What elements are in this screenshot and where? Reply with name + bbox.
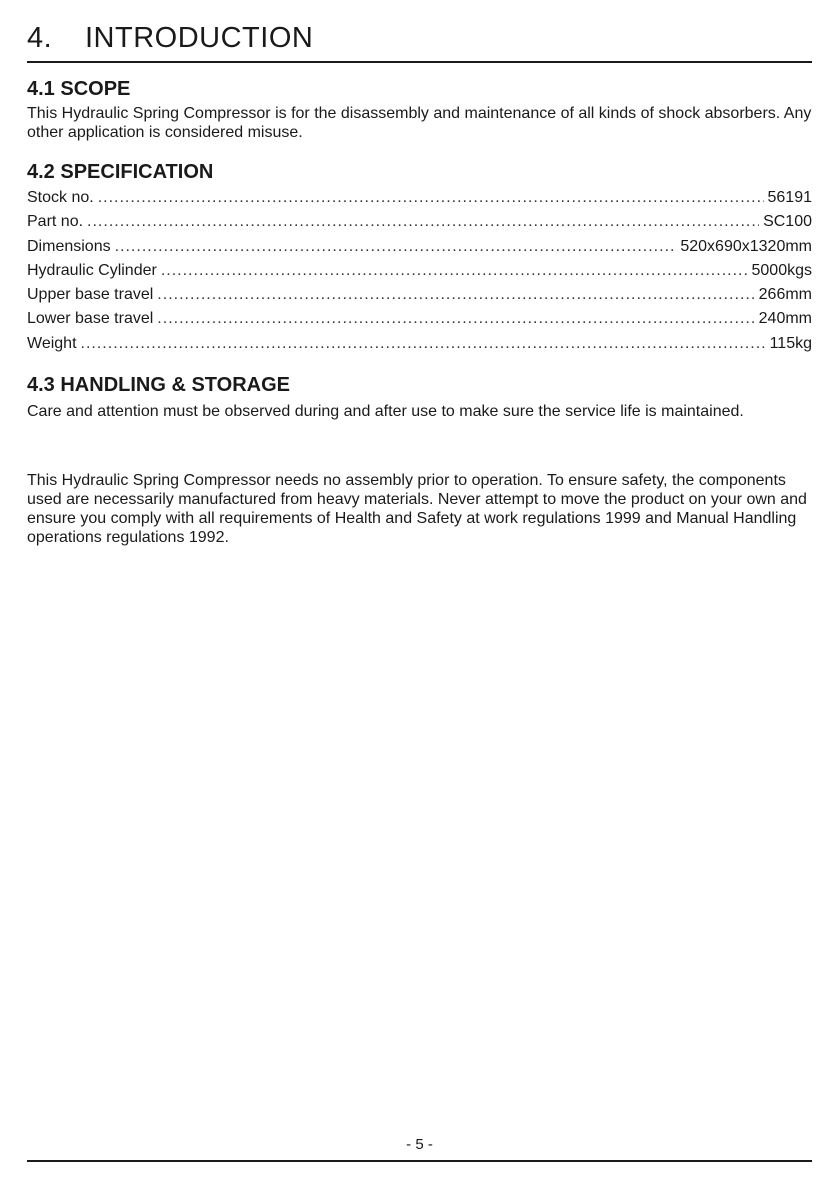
dot-leader	[157, 307, 754, 331]
spec-label: Hydraulic Cylinder	[27, 261, 157, 279]
specification-table	[27, 186, 812, 356]
spec-label: Upper base travel	[27, 286, 154, 304]
spec-row-upper-base-travel	[27, 283, 812, 307]
spec-row-part-no	[27, 210, 812, 234]
spec-value: 5000kgs	[751, 261, 812, 279]
spec-row-dimensions	[27, 235, 812, 259]
dot-leader	[161, 259, 748, 283]
manual-page	[27, 0, 812, 1191]
spec-row-lower-base-travel	[27, 307, 812, 331]
spec-value: 240mm	[758, 310, 812, 328]
top-divider	[27, 61, 812, 63]
spec-label: Part no.	[27, 213, 84, 231]
spec-value: SC100	[763, 213, 812, 231]
dot-leader	[87, 210, 759, 234]
dot-leader	[81, 332, 766, 356]
scope-text: This Hydraulic Spring Compressor is for the disassembly and maintenance of all kinds of shock absorbers. Any other application is considered misuse.	[27, 105, 812, 141]
spec-label: Lower base travel	[27, 310, 154, 328]
spec-row-hydraulic-cylinder	[27, 259, 812, 283]
page-number: - 5 -	[406, 1136, 433, 1153]
spec-value: 520x690x1320mm	[680, 237, 812, 255]
handling-paragraph-2: This Hydraulic Spring Compressor needs no assembly prior to operation. To ensure safety, the components used are necessarily manufactured from heavy materials. Never attempt to move the product on your own and ensure you comply with all requirements of Health and Safety at work regulations 1999 and Manual Handling operations regulations 1992.	[27, 472, 807, 546]
specification-heading: 4.2 SPECIFICATION	[27, 161, 214, 183]
spec-row-stock-no	[27, 186, 812, 210]
dot-leader	[115, 235, 677, 259]
spec-value: 115kg	[769, 334, 812, 352]
chapter-number: 4.	[27, 22, 53, 54]
dot-leader	[157, 283, 754, 307]
spec-label: Stock no.	[27, 189, 94, 206]
spec-label: Dimensions	[27, 237, 111, 255]
dot-leader	[98, 186, 764, 210]
chapter-title-text: INTRODUCTION	[85, 22, 314, 54]
spec-label: Weight	[27, 334, 77, 352]
chapter-title	[27, 22, 313, 55]
spec-value: 266mm	[758, 286, 812, 304]
spec-row-weight	[27, 332, 812, 356]
bottom-divider	[27, 1160, 812, 1162]
spec-value: 56191	[767, 189, 812, 206]
handling-heading: 4.3 HANDLING & STORAGE	[27, 374, 290, 396]
scope-heading: 4.1 SCOPE	[27, 78, 131, 100]
handling-paragraph-1: Care and attention must be observed during and after use to make sure the service life is maintained.	[27, 403, 744, 420]
